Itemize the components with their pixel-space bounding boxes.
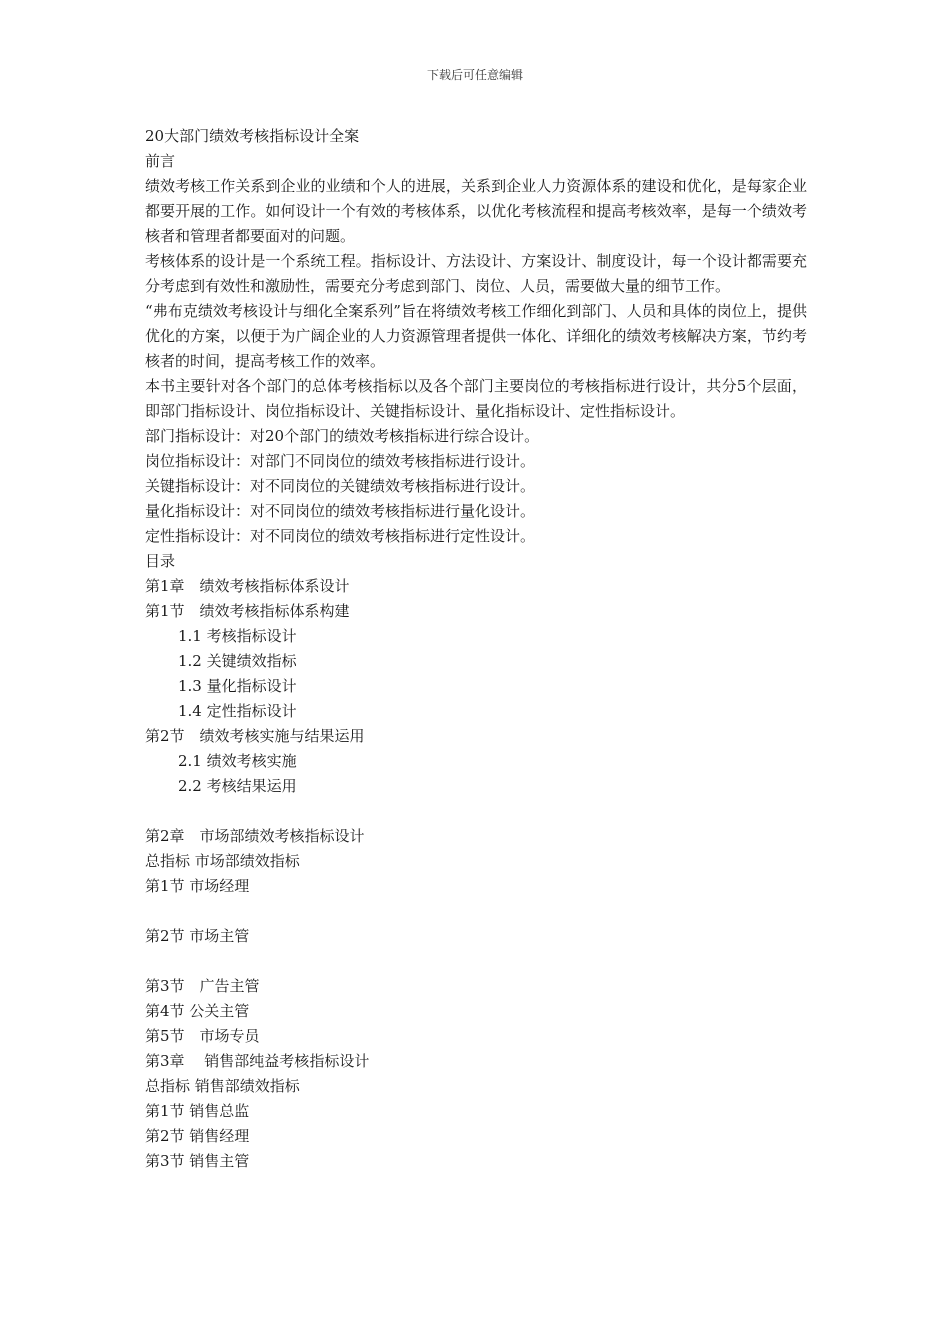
design-line: 关键指标设计：对不同岗位的关键绩效考核指标进行设计。 — [145, 477, 536, 495]
toc-section: 第2节 销售经理 — [145, 1127, 250, 1145]
blank-line — [145, 799, 807, 824]
design-line: 定性指标设计：对不同岗位的绩效考核指标进行定性设计。 — [145, 527, 536, 545]
document-body — [145, 124, 807, 1174]
toc-chapter: 第1章 绩效考核指标体系设计 — [145, 577, 350, 595]
toc-subsection: 2.2 考核结果运用 — [178, 777, 297, 795]
page-header-note: 下载后可任意编辑 — [426, 68, 523, 82]
preface-paragraph: 绩效考核工作关系到企业的业绩和个人的进展，关系到企业人力资源体系的建设和优化，是每家企业都要开展的工作。如何设计一个有效的考核体系，以优化考核流程和提高考核效率，是每一个绩效考核者和管理者都要面对的问题。 — [145, 177, 807, 245]
design-line: 岗位指标设计：对部门不同岗位的绩效考核指标进行设计。 — [145, 452, 536, 470]
design-line: 部门指标设计：对20个部门的绩效考核指标进行综合设计。 — [145, 427, 540, 445]
toc-chapter: 第2章 市场部绩效考核指标设计 — [145, 827, 365, 845]
toc-section: 第1节 市场经理 — [145, 877, 250, 895]
toc-section: 第1节 销售总监 — [145, 1102, 250, 1120]
toc-section: 第1节 绩效考核指标体系构建 — [145, 602, 350, 620]
toc-subsection: 1.1 考核指标设计 — [178, 627, 297, 645]
preface-heading: 前言 — [145, 152, 176, 170]
toc-section: 第2节 绩效考核实施与结果运用 — [145, 727, 365, 745]
preface-paragraph: 考核体系的设计是一个系统工程。指标设计、方法设计、方案设计、制度设计，每一个设计都需要充分考虑到有效性和激励性，需要充分考虑到部门、岗位、人员，需要做大量的细节工作。 — [145, 252, 807, 295]
toc-chapter: 第3章 销售部纯益考核指标设计 — [145, 1052, 370, 1070]
preface-paragraph: 本书主要针对各个部门的总体考核指标以及各个部门主要岗位的考核指标进行设计，共分5个层面，即部门指标设计、岗位指标设计、关键指标设计、量化指标设计、定性指标设计。 — [145, 377, 807, 420]
toc-section: 第5节 市场专员 — [145, 1027, 260, 1045]
toc-subsection: 1.4 定性指标设计 — [178, 702, 297, 720]
toc-subsection: 1.2 关键绩效指标 — [178, 652, 297, 670]
toc-section: 总指标 销售部绩效指标 — [145, 1077, 300, 1095]
toc-section: 第3节 销售主管 — [145, 1152, 250, 1170]
toc-subsection: 1.3 量化指标设计 — [178, 677, 297, 695]
design-line: 量化指标设计：对不同岗位的绩效考核指标进行量化设计。 — [145, 502, 536, 520]
toc-heading: 目录 — [145, 552, 176, 570]
toc-section: 第4节 公关主管 — [145, 1002, 250, 1020]
blank-line — [145, 949, 807, 974]
toc-subsection: 2.1 绩效考核实施 — [178, 752, 297, 770]
toc-section: 第2节 市场主管 — [145, 927, 250, 945]
document-title: 20大部门绩效考核指标设计全案 — [145, 127, 360, 145]
toc-section: 第3节 广告主管 — [145, 977, 260, 995]
toc-section: 总指标 市场部绩效指标 — [145, 852, 300, 870]
preface-paragraph: “弗布克绩效考核设计与细化全案系列”旨在将绩效考核工作细化到部门、人员和具体的岗位上，提供优化的方案，以便于为广阔企业的人力资源管理者提供一体化、详细化的绩效考核解决方案，节约考核者的时间，提高考核工作的效率。 — [145, 302, 807, 370]
blank-line — [145, 899, 807, 924]
